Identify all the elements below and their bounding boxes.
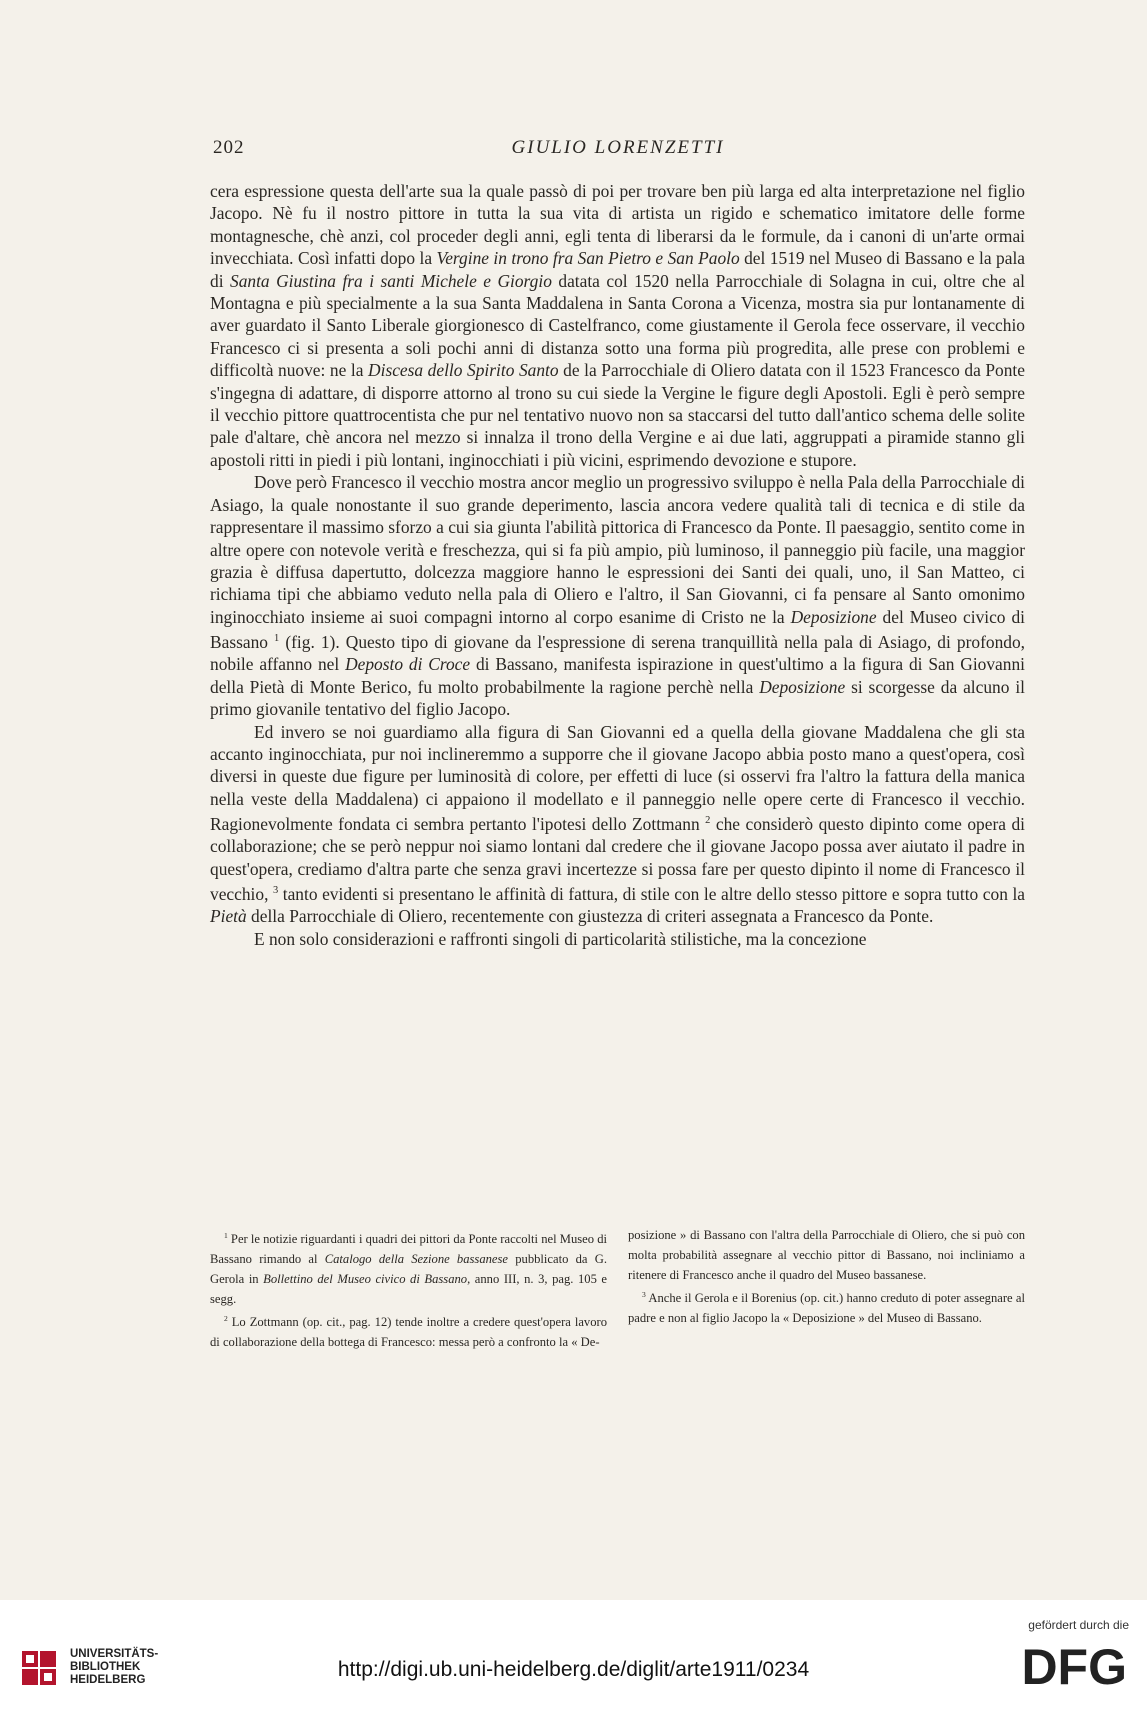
running-title: GIULIO LORENZETTI bbox=[511, 137, 725, 158]
text-run: cera espressione questa dell'arte sua la quale passò di poi per trovare ben più larga ed alta interpretazione nel figlio Jacopo. Nè fu il nostro pittore in tutta la sua vita di artista un rigido e schematico imitatore delle forme montagnesche, chè anzi, col proceder degli anni, egli tenta di liberarsi da le formule, da i canoni di un'arte ormai invecchiata. Così infatti dopo la bbox=[210, 181, 1025, 269]
footnote-marker: 3 bbox=[272, 885, 279, 897]
text-run: si scorgesse da alcuno il primo giovanile tentativo del figlio Jacopo. bbox=[210, 676, 1025, 720]
body-paragraph bbox=[210, 928, 1025, 950]
footnote bbox=[210, 1309, 607, 1353]
text-run: pubblicato da G. Gerola in bbox=[210, 1251, 607, 1286]
footnote bbox=[210, 1226, 607, 1309]
library-name-line: BIBLIOTHEK bbox=[70, 1661, 141, 1673]
footnote bbox=[628, 1226, 1025, 1285]
page-header bbox=[213, 137, 1023, 167]
footnote-marker: 2 bbox=[224, 1314, 228, 1324]
text-run: Per le notizie riguardanti i quadri dei pittori da Ponte raccolti nel Museo di Bassano rimando al bbox=[210, 1232, 607, 1266]
body-paragraph bbox=[210, 471, 1025, 720]
italic-title: Catalogo della Sezione bassanese bbox=[324, 1251, 509, 1266]
text-run: Anche il Gerola e il Borenius (op. cit.) hanno creduto di poter assegnare al padre e non al figlio Jacopo la « Deposizione » del Museo di Bassano. bbox=[628, 1291, 1025, 1326]
digitization-footer bbox=[0, 1600, 1147, 1715]
italic-title: Vergine in trono fra San Pietro e San Paolo bbox=[436, 248, 740, 269]
body-paragraph bbox=[210, 721, 1025, 928]
italic-title: Discesa dello Spirito Santo bbox=[368, 360, 559, 381]
text-run: (fig. 1). Questo tipo di giovane da l'espressione di serena tranquillità nella pala di Asiago, di profondo, nobile affanno nel bbox=[210, 631, 1026, 675]
text-run: , anno III, n. 3, pag. 105 e segg. bbox=[210, 1271, 607, 1306]
footnote-marker: 3 bbox=[642, 1290, 646, 1300]
text-run: datata col 1520 nella Parrocchiale di Solagna in cui, oltre che al Montagna e più specialmente a la sua Santa Maddalena in Santa Corona a Vicenza, mostra sia pur lontanamente di aver guardato il Santo Liberale giorgionesco di Castelfranco, come giustamente il Gerola fece osservare, il vecchio Francesco ci si presenta a soli pochi anni di distanza sotto una forma più progredita, alle prese con problemi e difficoltà nuove: ne la bbox=[210, 270, 1025, 381]
italic-title: Bollettino del Museo civico di Bassano bbox=[263, 1271, 468, 1286]
text-run: della Parrocchiale di Oliero, recentemente con giustezza di criteri assegnata a Francesco da Ponte. bbox=[246, 906, 934, 927]
text-run: Lo Zottmann (op. cit., pag. 12) tende inoltre a credere quest'opera lavoro di collaborazione della bottega di Francesco: messa però a confronto la « De- bbox=[210, 1315, 607, 1350]
footnotes-right-column bbox=[628, 1226, 1025, 1353]
funding-notice bbox=[1011, 1618, 1129, 1695]
italic-title: Deposto di Croce bbox=[345, 654, 471, 675]
text-run: Dove però Francesco il vecchio mostra ancor meglio un progressivo sviluppo è nella Pala della Parrocchiale di Asiago, la quale nonostante il suo grande deperimento, lascia ancora vedere qualità tali di tecnica e di stile da rappresentare il massimo sforzo a cui sia giunta l'abilità pittorica di Francesco da Ponte. Il paesaggio, sentito come in altre opere con notevole verità e freschezza, qui si fa più ampio, più luminoso, il panneggio più facile, una maggior grazia è diffusa dapertutto, dolcezza maggiore hanno le espressioni dei Santi dei quali, uno, il San Matteo, ci richiama tipi che abbiamo veduto nella pala di Oliero e l'altro, il San Giovanni, ci fa pensare al Santo omonimo inginocchiato insieme ai suoi compagni intorno al corpo esanime di Cristo ne la bbox=[210, 472, 1025, 627]
text-run: tanto evidenti si presentano le affinità di fattura, di stile con le altre dello stesso pittore e sopra tutto con la bbox=[278, 883, 1025, 904]
dfg-logo-text: DFG bbox=[1021, 1639, 1127, 1690]
dfg-logo-icon[interactable] bbox=[1011, 1638, 1129, 1690]
italic-title: Santa Giustina fra i santi Michele e Giorgio bbox=[230, 270, 552, 291]
text-run: del Museo civico di Bassano bbox=[210, 606, 1025, 652]
italic-title: Deposizione bbox=[759, 676, 846, 697]
footnote-marker: 1 bbox=[224, 1231, 228, 1240]
body-paragraph bbox=[210, 180, 1025, 471]
italic-title: Pietà bbox=[210, 906, 247, 927]
text-run: del 1519 nel Museo di Bassano e la pala di bbox=[210, 248, 1026, 291]
footnotes bbox=[210, 1226, 1025, 1353]
funding-caption: gefördert durch die bbox=[1028, 1618, 1129, 1632]
permalink-url[interactable]: http://digi.ub.uni-heidelberg.de/diglit/arte1911/0234 bbox=[337, 1658, 810, 1681]
text-run: E non solo considerazioni e raffronti singoli di particolarità stilistiche, ma la concezione bbox=[254, 928, 867, 949]
library-name-line: HEIDELBERG bbox=[70, 1674, 146, 1686]
footnote-marker: 1 bbox=[274, 633, 280, 645]
text-run: di Bassano, manifesta ispirazione in quest'ultimo a la figura di San Giovanni della Pietà di Monte Berico, fu molto probabilmente la ragione perchè nella bbox=[210, 654, 1025, 697]
text-run: posizione » di Bassano con l'altra della Parrocchiale di Oliero, che si può con molta probabilità assegnare al vecchio pittor di Bassano, noi incliniamo a ritenere di Francesco anche il quadro del Museo bassanese. bbox=[628, 1228, 1025, 1282]
italic-title: Deposizione bbox=[790, 606, 877, 627]
footnotes-left-column bbox=[210, 1226, 607, 1353]
footnote-marker: 2 bbox=[705, 815, 711, 827]
body-text bbox=[210, 180, 1025, 950]
library-name-line: UNIVERSITÄTS- bbox=[70, 1648, 159, 1660]
footnote bbox=[628, 1285, 1025, 1329]
text-run: de la Parrocchiale di Oliero datata con il 1523 Francesco da Ponte s'ingegna di adattare, di disporre attorno al trono su cui siede la Vergine le figure degli Apostoli. Egli è però sempre il vecchio pittore quattrocentista che pur nel tentativo nuovo non sa staccarsi del tutto dall'antico schema delle solite pale d'altare, chè ancora nel mezzo si innalza il trono della Vergine e ai due lati, aggruppati a piramide stanno gli apostoli ritti in piedi i più lontani, inginocchiati i più vicini, esprimendo devozione e stupore. bbox=[210, 360, 1025, 470]
text-run: che considerò questo dipinto come opera di collaborazione; che se però neppur noi siamo lontani dal credere che il giovane Jacopo possa aver aiutato il padre in quest'opera, crediamo d'altra parte che senza gravi incertezze si possa fare per questo dipinto il nome di Francesco il vecchio, bbox=[210, 813, 1025, 904]
text-run: Ed invero se noi guardiamo alla figura di San Giovanni ed a quella della giovane Maddalena che gli sta accanto inginocchiata, pur noi inclineremmo a supporre che il giovane Jacopo abbia posto mano a quest'opera, così diversi in queste due figure per luminosità di colore, per effetti di luce (si osservi fra l'altro la fattura della manica nella veste della Maddalena) ci appaiono il modellato e il panneggio nelle opere certe di Francesco il vecchio. Ragionevolmente fondata ci sembra pertanto l'ipotesi dello Zottmann bbox=[210, 721, 1025, 834]
page-number: 202 bbox=[213, 137, 245, 158]
